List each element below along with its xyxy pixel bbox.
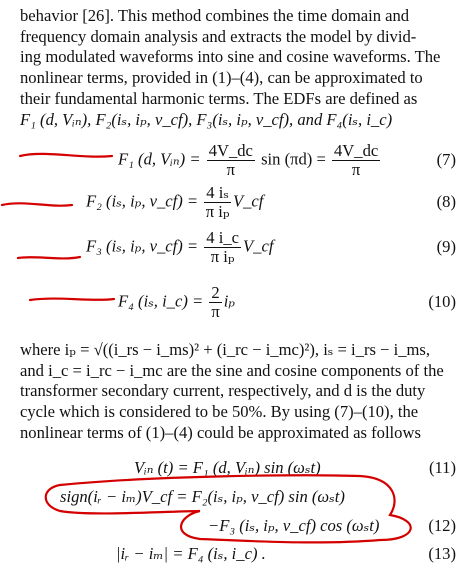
equation-tail: iₚ [223,291,235,311]
text-line: where iₚ = √((i_rs − i_ms)² + (i_rc − i_mc)²), iₛ = i_rs − i_ms, [20,340,431,359]
denominator: π [351,160,361,179]
numerator: 4 i_c [206,228,240,247]
equation-11 [134,458,321,478]
equation-12-line1 [60,487,345,507]
numerator: 4 iₛ [206,183,229,202]
text-line: transformer secondary current, respectively, and d is the duty [20,381,426,401]
text-line: cycle which is considered to be 50%. By using (7)–(10), the [20,402,419,422]
equation-12-line2 [208,516,379,536]
fraction [209,284,221,321]
equation-number: (13) [428,544,456,563]
equation-number: (10) [428,292,456,311]
text-line: their fundamental harmonic terms. The EDFs are defined as [20,88,418,108]
text-line: nonlinear terms of (1)–(4) could be approximated as follows [20,422,421,442]
equation-tail: V_cf [243,236,274,256]
text-line: ing modulated waveforms into sine and cosine waveforms. The [20,47,441,67]
text-line: frequency domain analysis and extracts the model by divid- [20,26,417,46]
equation-text: −F₃ (iₛ, iₚ, v_cf) cos (ωₛt) [208,516,380,535]
underline-mark [2,203,72,205]
fraction [204,184,231,221]
fraction [207,142,255,179]
text-line: behavior [26]. This method combines the time domain and [20,6,410,25]
equation-number: (9) [436,237,456,256]
equation-13 [116,544,266,564]
equation-tail: V_cf [232,191,264,211]
denominator: π iₚ [205,202,230,221]
equation-8 [86,184,263,221]
equation-lhs: F₂ (iₛ, iₚ, v_cf) = [86,191,199,211]
equation-number: (11) [428,458,456,477]
numerator: 4V_dc [208,141,253,160]
equation-lhs: F₁ (d, Vᵢₙ) = [118,149,201,169]
equation-mid: sin (πd) = [261,149,330,169]
underline-mark [30,299,114,300]
equation-number: (7) [436,150,456,169]
underline-mark [18,257,80,258]
fraction [332,142,380,179]
denominator: π iₚ [210,247,235,266]
equation-9 [86,229,273,266]
equation-text: Vᵢₙ (t) = F₁ (d, Vᵢₙ) sin (ωₛt) [134,458,321,477]
text-line: nonlinear terms, provided in (1)–(4), can be approximated to [20,68,423,88]
numerator: 4V_dc [334,141,379,160]
intro-paragraph [20,6,456,130]
text-line: and i_c = i_rc − i_mc are the sine and cosine components of the [20,360,444,380]
equation-text: |iᵣ − iₘ| = F₄ (iₛ, i_c) . [116,544,266,563]
middle-paragraph [20,340,456,444]
fraction [204,229,241,266]
equation-text: sign(iᵣ − iₘ)V_cf = F₂(iₛ, iₚ, v_cf) sin (ωₛt) [60,487,345,506]
equation-number: (8) [436,192,456,211]
numerator: 2 [211,283,220,302]
denominator: π [211,302,220,321]
equation-number: (12) [428,516,456,535]
text-line: F₁ (d, Vᵢₙ), F₂(iₛ, iₚ, v_cf), F₃(iₛ, iₚ, v_cf), and F₄(iₛ, i_c) [20,109,393,129]
denominator: π [226,160,235,179]
equation-10 [118,284,235,321]
equation-lhs: F₃ (iₛ, iₚ, v_cf) = [86,236,199,256]
equation-lhs: F₄ (iₛ, i_c) = [118,291,204,311]
underline-mark [20,154,112,157]
equation-7 [118,142,382,179]
